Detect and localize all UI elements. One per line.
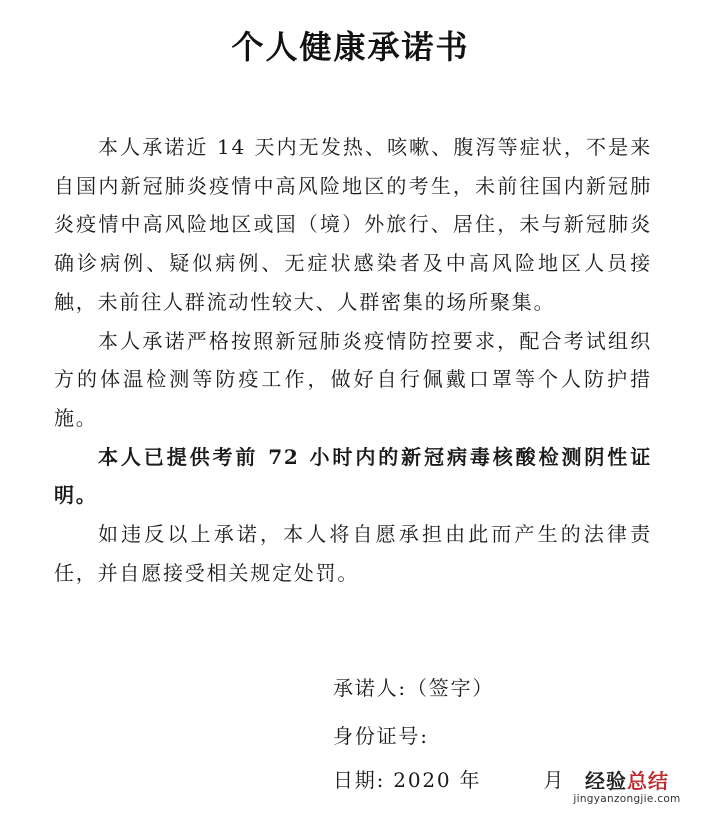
paragraph-health-declaration: 本人承诺近 14 天内无发热、咳嗽、腹泻等症状，不是来自国内新冠肺炎疫情中高风险地区的考生，未前往国内新冠肺炎疫情中高风险地区或国（境）外旅行、居住，未与新冠肺炎确诊病例、疑似病例、无症状感染者及中高风险地区人员接触，未前往人群流动性较大、人群密集的场所聚集。 <box>54 135 652 314</box>
paragraph-liability: 如违反以上承诺，本人将自愿承担由此而产生的法律责任，并自愿接受相关规定处罚。 <box>54 522 652 585</box>
watermark-brand-part1: 经验 <box>585 769 627 793</box>
date-line <box>333 764 565 793</box>
paragraph-prevention-commitment: 本人承诺严格按照新冠肺炎疫情防控要求，配合考试组织方的体温检测等防疫工作，做好自行佩戴口罩等个人防护措施。 <box>54 328 652 430</box>
watermark-brand <box>563 769 691 793</box>
watermark-url: jingyanzongjie.com <box>573 793 681 805</box>
document-title: 个人健康承诺书 <box>231 28 470 66</box>
document-body <box>54 128 652 592</box>
date-label: 日期: 2020 年 <box>333 768 482 792</box>
site-watermark <box>563 769 691 806</box>
date-month-label: 月 <box>543 768 566 792</box>
id-number-line: 身份证号: <box>333 724 429 748</box>
watermark-brand-part2: 总结 <box>627 769 669 793</box>
paragraph-nucleic-acid-test: 本人已提供考前 72 小时内的新冠病毒核酸检测阴性证明。 <box>54 444 652 508</box>
signer-line: 承诺人:（签字） <box>333 676 495 700</box>
